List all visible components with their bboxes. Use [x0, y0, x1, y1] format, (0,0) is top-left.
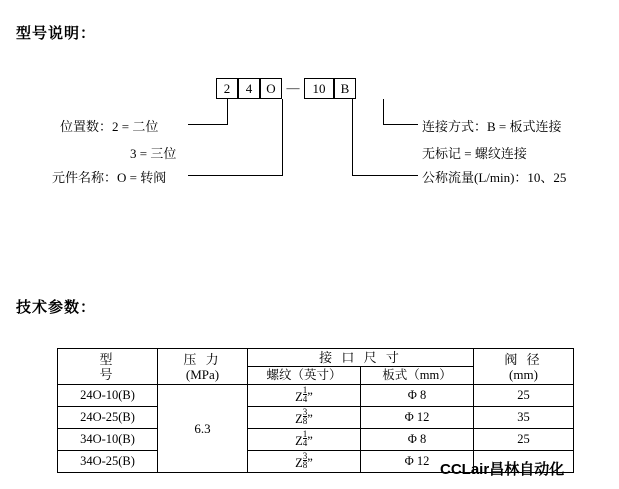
thread-prefix: Z — [295, 412, 303, 426]
table-row — [58, 385, 574, 407]
cell-model: 24O-10(B) — [58, 385, 158, 407]
table-header-valve-diameter — [474, 349, 574, 385]
thread-numerator: 3 — [302, 451, 308, 461]
legend-component-name: 元件名称：O = 转阀 — [52, 170, 167, 185]
legend-connection-type-second: 无标记 = 螺纹连接 — [422, 146, 527, 161]
model-code-cell-5: B — [334, 78, 356, 99]
leader-line-position-horizontal — [188, 124, 228, 125]
cell-plate: Φ 12 — [361, 407, 474, 429]
thread-denominator: 8 — [302, 460, 308, 470]
legend-nominal-flow: 公称流量(L/min)：10、25 — [422, 170, 567, 185]
thread-prefix: Z — [295, 434, 303, 448]
thread-denominator: 4 — [302, 438, 308, 448]
model-code-separator: — — [286, 80, 300, 95]
table-header-model-line1: 型 — [99, 351, 116, 367]
table-header-row-1 — [58, 349, 574, 367]
thread-numerator: 1 — [302, 385, 308, 395]
thread-numerator: 1 — [302, 429, 308, 439]
cell-thread — [248, 385, 361, 407]
leader-line-connection-vertical — [383, 99, 384, 124]
watermark-latin: CCLair — [440, 461, 490, 478]
page-title-model-description: 型号说明： — [16, 25, 97, 42]
table-header-model — [58, 349, 158, 385]
cell-model: 34O-25(B) — [58, 451, 158, 473]
thread-denominator: 4 — [302, 394, 308, 404]
cell-thread — [248, 407, 361, 429]
watermark-logo — [440, 458, 564, 479]
model-code-row — [216, 78, 356, 99]
specifications-table — [57, 348, 574, 473]
leader-line-connection-horizontal — [383, 124, 418, 125]
table-header-pressure-line2: (MPa) — [185, 366, 220, 382]
thread-denominator: 8 — [302, 416, 308, 426]
thread-prefix: Z — [295, 456, 303, 470]
table-header-valve-line1: 阀 径 — [504, 351, 543, 367]
thread-prefix: Z — [295, 390, 303, 404]
cell-thread — [248, 429, 361, 451]
cell-thread — [248, 451, 361, 473]
cell-model: 24O-25(B) — [58, 407, 158, 429]
thread-suffix: ” — [307, 412, 313, 426]
model-code-cell-1: 2 — [216, 78, 238, 99]
thread-suffix: ” — [307, 456, 313, 470]
table-row — [58, 407, 574, 429]
legend-connection-type: 连接方式：B = 板式连接 — [422, 119, 562, 134]
table-header-model-line2: 号 — [99, 366, 116, 382]
cell-plate: Φ 8 — [361, 429, 474, 451]
table-header-valve-line2: (mm) — [509, 366, 538, 382]
cell-diameter: 35 — [474, 407, 574, 429]
leader-line-flow-vertical — [352, 99, 353, 175]
leader-line-component-vertical — [282, 99, 283, 175]
legend-position-count: 位置数：2 = 二位 — [60, 119, 159, 134]
thread-suffix: ” — [307, 390, 313, 404]
model-code-cell-2: 4 — [238, 78, 260, 99]
page-title-technical-parameters: 技术参数： — [16, 299, 97, 316]
model-code-cell-3: O — [260, 78, 282, 99]
table-header-plate: 板式（mm） — [361, 367, 474, 385]
cell-diameter: 25 — [474, 385, 574, 407]
leader-line-component-horizontal — [188, 175, 283, 176]
legend-position-count-second: 3 = 三位 — [130, 146, 177, 161]
model-code-cell-4: 10 — [304, 78, 334, 99]
table-header-thread: 螺纹（英寸） — [248, 367, 361, 385]
watermark-chinese: 昌林自动化 — [489, 461, 565, 478]
cell-plate: Φ 8 — [361, 385, 474, 407]
cell-pressure-value: 6.3 — [158, 385, 248, 473]
cell-model: 34O-10(B) — [58, 429, 158, 451]
table-row — [58, 429, 574, 451]
leader-line-position-vertical — [227, 99, 228, 124]
cell-diameter: 25 — [474, 429, 574, 451]
leader-line-flow-horizontal — [352, 175, 418, 176]
table-header-interface-size: 接 口 尺 寸 — [248, 349, 474, 367]
cell-plate: Φ 12 — [361, 451, 474, 473]
table-header-pressure-line1: 压 力 — [183, 351, 222, 367]
thread-numerator: 3 — [302, 407, 308, 417]
table-header-pressure — [158, 349, 248, 385]
thread-suffix: ” — [307, 434, 313, 448]
